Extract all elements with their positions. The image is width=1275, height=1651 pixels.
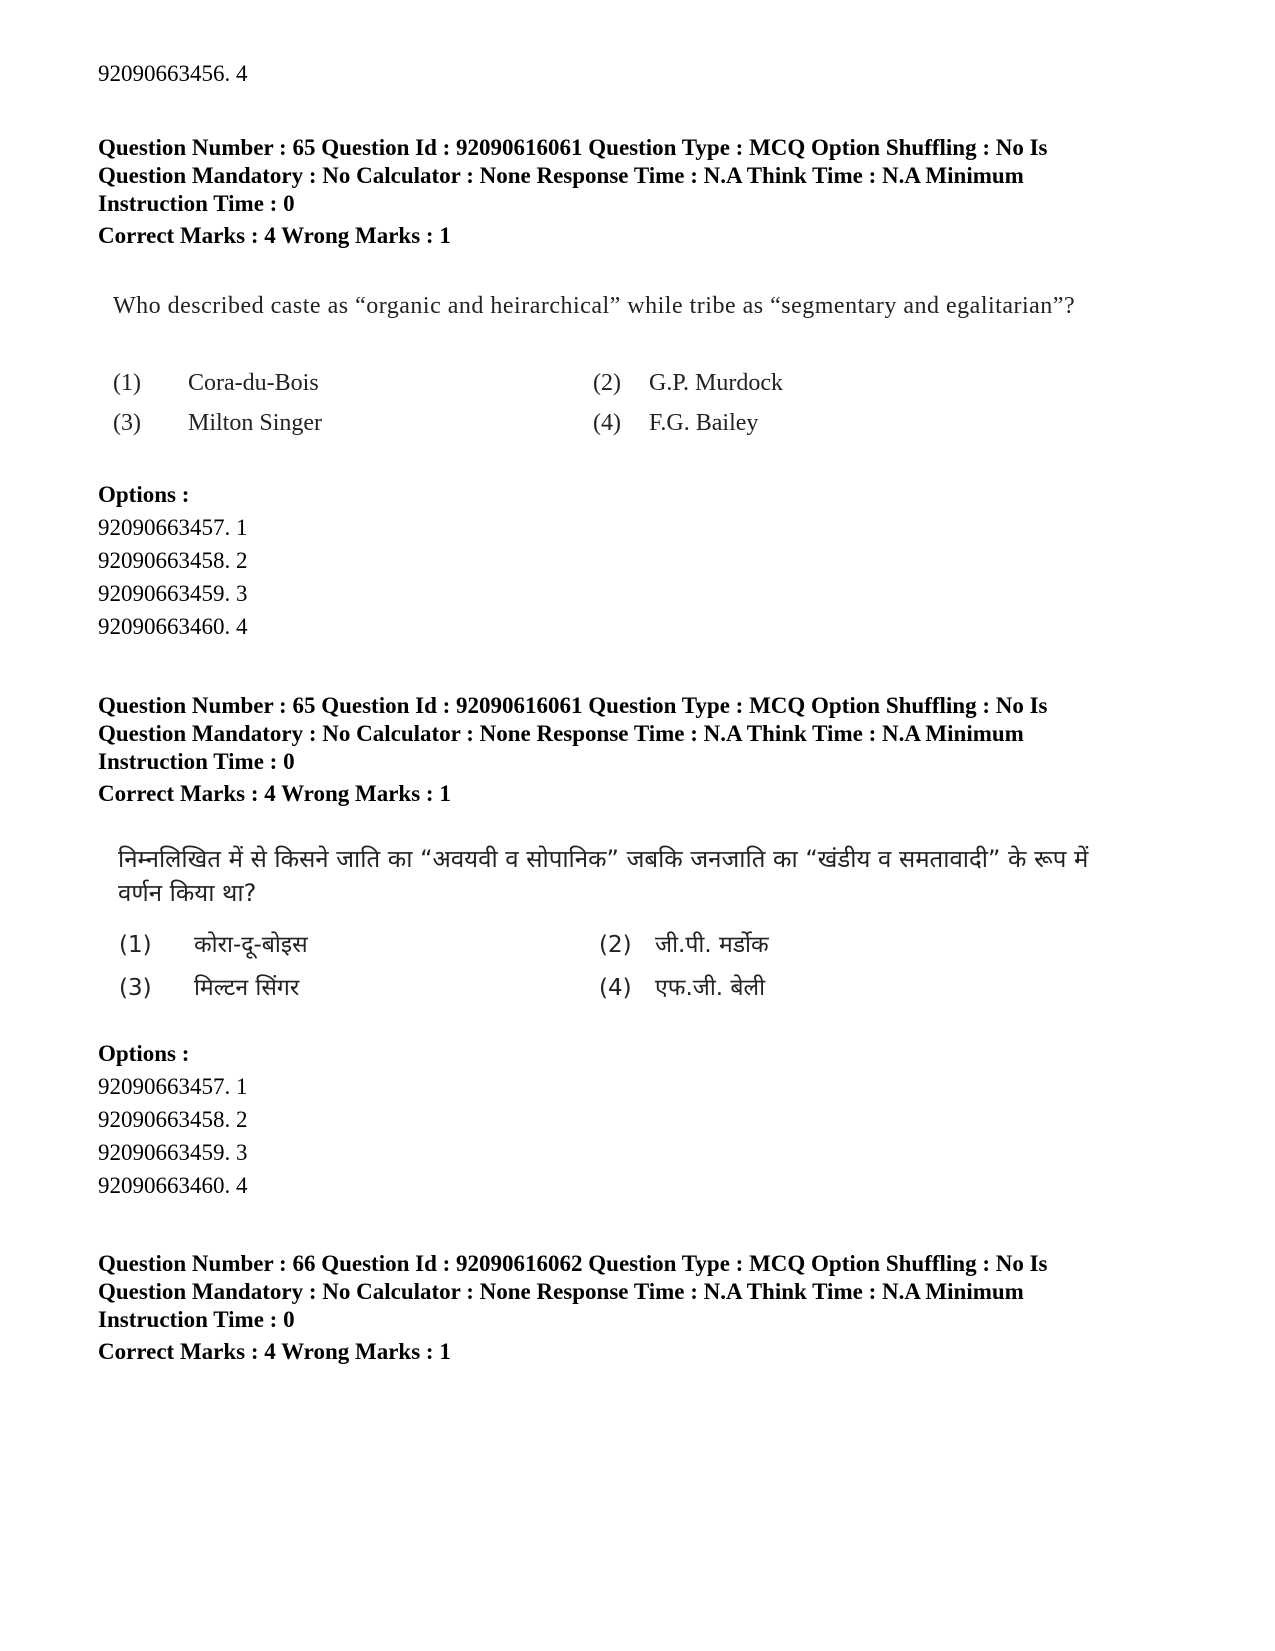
question-text: Who described caste as “organic and heirarchical” while tribe as “segmentary and egalitarian”? xyxy=(113,293,1076,319)
option-id-4: 92090663460. 4 xyxy=(98,1173,248,1198)
meta-line-3: Instruction Time : 0 xyxy=(98,1307,295,1332)
meta-line-2: Question Mandatory : No Calculator : None Response Time : N.A Think Time : N.A Minimum xyxy=(98,1279,1024,1304)
option-id-1: 92090663457. 1 xyxy=(98,1074,248,1099)
choice-number: (1) xyxy=(119,932,152,958)
choice-1 xyxy=(113,368,319,398)
choice-number: (1) xyxy=(113,370,141,396)
question-65-hi-meta xyxy=(98,692,1158,776)
option-id-3: 92090663459. 3 xyxy=(98,1140,248,1165)
option-id-3: 92090663459. 3 xyxy=(98,581,248,606)
choice-number: (4) xyxy=(593,410,621,436)
choice-number: (3) xyxy=(113,410,141,436)
choice-number: (3) xyxy=(119,975,152,1001)
choice-2 xyxy=(599,930,769,960)
choice-text: मिल्टन सिंगर xyxy=(194,975,300,1001)
choice-3 xyxy=(119,973,299,1003)
choice-2 xyxy=(593,368,783,398)
options-label: Options : xyxy=(98,482,190,507)
option-id-2: 92090663458. 2 xyxy=(98,1107,248,1132)
previous-option-line: 92090663456. 4 xyxy=(98,61,248,86)
meta-line-1: Question Number : 65 Question Id : 92090616061 Question Type : MCQ Option Shuffling : No Is xyxy=(98,135,1048,160)
choice-4 xyxy=(599,973,765,1003)
choice-number: (4) xyxy=(599,975,632,1001)
choice-text: कोरा-दू-बोइस xyxy=(194,932,308,958)
choice-number: (2) xyxy=(593,370,621,396)
meta-line-1: Question Number : 65 Question Id : 92090616061 Question Type : MCQ Option Shuffling : No Is xyxy=(98,693,1048,718)
question-65-en-meta xyxy=(98,134,1158,218)
options-label: Options : xyxy=(98,1041,190,1066)
option-id-2: 92090663458. 2 xyxy=(98,548,248,573)
question-65-hi-stem xyxy=(118,842,1103,910)
choice-text: एफ.जी. बेली xyxy=(655,975,766,1001)
choice-text: Cora-du-Bois xyxy=(188,370,319,396)
option-id-1: 92090663457. 1 xyxy=(98,515,248,540)
question-65-en-marks: Correct Marks : 4 Wrong Marks : 1 xyxy=(98,223,451,248)
option-id-4: 92090663460. 4 xyxy=(98,614,248,639)
question-65-en-stem xyxy=(113,291,1103,322)
choice-text: F.G. Bailey xyxy=(649,410,759,436)
choice-number: (2) xyxy=(599,932,632,958)
question-66-marks: Correct Marks : 4 Wrong Marks : 1 xyxy=(98,1339,451,1364)
meta-line-3: Instruction Time : 0 xyxy=(98,191,295,216)
question-65-hi-marks: Correct Marks : 4 Wrong Marks : 1 xyxy=(98,781,451,806)
question-text: निम्नलिखित में से किसने जाति का “अवयवी व सोपानिक” जबकि जनजाति का “खंडीय व समतावादी” के रूप में वर्णन किया था? xyxy=(118,845,1089,907)
choice-text: जी.पी. मर्डोक xyxy=(655,932,769,958)
meta-line-3: Instruction Time : 0 xyxy=(98,749,295,774)
choice-3 xyxy=(113,408,322,438)
meta-line-1: Question Number : 66 Question Id : 92090616062 Question Type : MCQ Option Shuffling : No Is xyxy=(98,1251,1048,1276)
meta-line-2: Question Mandatory : No Calculator : None Response Time : N.A Think Time : N.A Minimum xyxy=(98,163,1024,188)
choice-text: Milton Singer xyxy=(188,410,323,436)
choice-1 xyxy=(119,930,308,960)
meta-line-2: Question Mandatory : No Calculator : None Response Time : N.A Think Time : N.A Minimum xyxy=(98,721,1024,746)
choice-4 xyxy=(593,408,758,438)
choice-text: G.P. Murdock xyxy=(649,370,784,396)
question-66-meta xyxy=(98,1250,1158,1334)
